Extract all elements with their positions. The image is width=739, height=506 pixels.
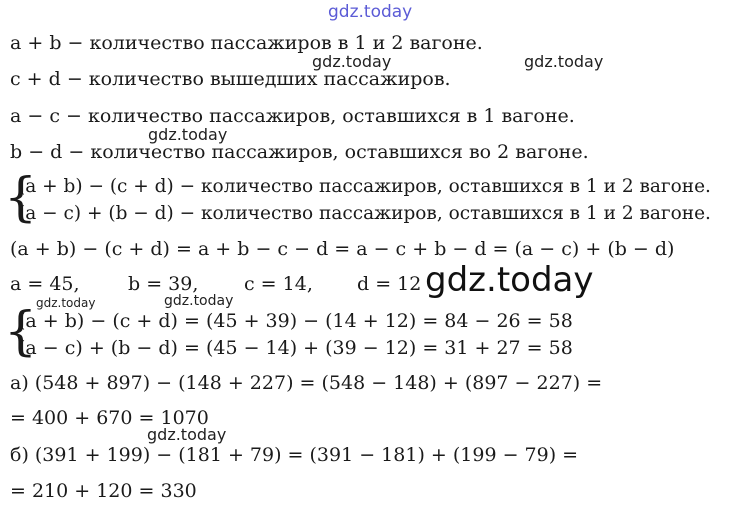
- text-line: c + d − количество вышедших пассажиров.: [10, 68, 451, 90]
- text-line: = 400 + 670 = 1070: [10, 407, 209, 429]
- system-brace: {: [4, 302, 38, 362]
- watermark: gdz.today: [164, 293, 234, 309]
- text-line: (a − c) + (b − d) − количество пассажиров, оставшихся в 1 и 2 вагоне.: [18, 203, 711, 224]
- text-line: a + b − количество пассажиров в 1 и 2 вагоне.: [10, 32, 483, 54]
- text-line: a − c − количество пассажиров, оставшихся в 1 вагоне.: [10, 105, 575, 127]
- watermark-top: gdz.today: [328, 2, 413, 22]
- text-line: б) (391 + 199) − (181 + 79) = (391 − 181) + (199 − 79) =: [10, 444, 579, 466]
- watermark: gdz.today: [312, 52, 392, 71]
- watermark: gdz.today: [147, 425, 227, 444]
- value-c: c = 14,: [244, 273, 313, 295]
- value-a: a = 45,: [10, 273, 80, 295]
- text-line: b − d − количество пассажиров, оставшихся во 2 вагоне.: [10, 141, 589, 163]
- value-b: b = 39,: [128, 273, 199, 295]
- watermark: gdz.today: [148, 125, 228, 144]
- watermark: gdz.today: [524, 52, 604, 71]
- watermark: gdz.today: [36, 296, 96, 310]
- text-line: (a + b) − (c + d) = (45 + 39) − (14 + 12) = 84 − 26 = 58: [18, 310, 573, 332]
- system-brace: {: [4, 168, 38, 228]
- text-line: (a − c) + (b − d) = (45 − 14) + (39 − 12) = 31 + 27 = 58: [18, 337, 573, 359]
- text-line: а) (548 + 897) − (148 + 227) = (548 − 148) + (897 − 227) =: [10, 372, 603, 394]
- text-line: (a + b) − (c + d) − количество пассажиров, оставшихся в 1 и 2 вагоне.: [18, 176, 711, 197]
- text-line: = 210 + 120 = 330: [10, 480, 197, 502]
- watermark-large: gdz.today: [425, 260, 594, 300]
- value-d: d = 12: [357, 273, 422, 295]
- identity-line: (a + b) − (c + d) = a + b − c − d = a − c + b − d = (a − c) + (b − d): [10, 238, 675, 260]
